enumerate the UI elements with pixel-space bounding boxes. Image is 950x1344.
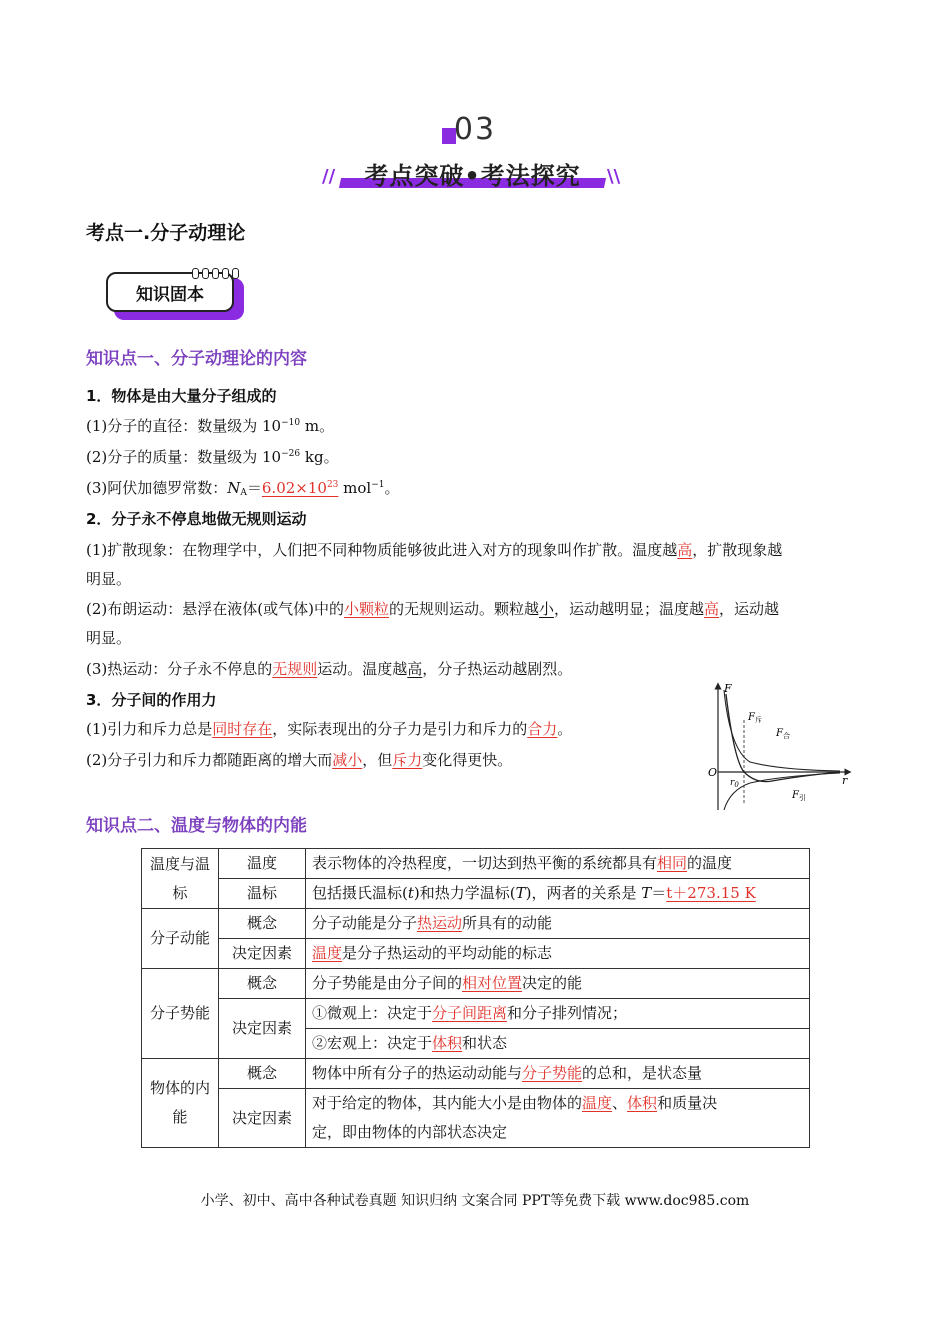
table-cell: 决定因素: [219, 939, 306, 969]
table-cell: 包括摄氏温标(t)和热力学温标(T)，两者的关系是 T＝t＋273.15 K: [306, 879, 810, 909]
table-cell: 决定因素: [219, 1089, 306, 1148]
kp2-title: 知识点二、温度与物体的内能: [86, 816, 307, 836]
table-cell: 物体的内能: [142, 1059, 219, 1148]
internal-energy-table: [141, 848, 810, 1148]
table-row: [142, 969, 810, 999]
attraction-curve: [724, 773, 840, 810]
kp1-line-thermal: (3)热运动：分子永不停息的无规则运动。温度越高，分子热运动越剧烈。: [86, 660, 573, 678]
kp1-line-avogadro: (3)阿伏加德罗常数：$N_A=6.02\times 10^{23}$ mol$^{-1}$。: [86, 479, 400, 498]
table-cell: 表示物体的冷热程度，一切达到热平衡的系统都具有相同的温度: [306, 849, 810, 879]
kp1-line-brownian: (2)布朗运动：悬浮在液体(或气体)中的小颗粒的无规则运动。颗粒越小，运动越明显；温度越高，运动越: [86, 600, 780, 618]
table-cell: 概念: [219, 909, 306, 939]
graph-origin-label: O: [708, 766, 718, 779]
table-cell: 温度: [219, 849, 306, 879]
kp1-line-diffusion: (1)扩散现象：在物理学中，人们把不同种物质能够彼此进入对方的现象叫作扩散。温度越高，扩散现象越: [86, 541, 783, 559]
graph-y-label: F: [724, 682, 732, 695]
table-cell: 分子动能是分子热运动所具有的动能: [306, 909, 810, 939]
badge-binder-rings-icon: [192, 268, 239, 279]
table-row: [142, 1059, 810, 1089]
table-cell: 温度与温标: [142, 849, 219, 909]
kp1-line-diffusion-cont: 明显。: [86, 570, 132, 588]
table-cell: 温标: [219, 879, 306, 909]
table-row: [142, 1089, 810, 1148]
molecular-force-graph: [700, 680, 860, 815]
table-cell: 概念: [219, 969, 306, 999]
graph-net-label: $F_合$: [776, 728, 790, 740]
kp1-line-brownian-cont: 明显。: [86, 629, 132, 647]
knowledge-badge: [106, 268, 246, 322]
graph-attraction-label: $F_引$: [792, 790, 806, 802]
header-left-slash: //: [322, 166, 336, 187]
kp1-line-diameter: (1)分子的直径：数量级为 $10^{-10}$ m。: [86, 417, 335, 435]
table-row: [142, 849, 810, 879]
graph-repulsion-label: $F_斥$: [748, 712, 762, 724]
header-title-box: [340, 156, 605, 190]
table-cell: 决定因素: [219, 999, 306, 1059]
header-title: 考点突破•考法探究: [364, 162, 581, 190]
kp1-line-force-1: (1)引力和斥力总是同时存在，实际表现出的分子力是引力和斥力的合力。: [86, 720, 573, 738]
table-row: [142, 909, 810, 939]
table-cell: 物体中所有分子的热运动动能与分子势能的总和，是状态量: [306, 1059, 810, 1089]
graph-x-label: r: [842, 774, 848, 787]
table-row: [142, 879, 810, 909]
kp1-title: 知识点一、分子动理论的内容: [86, 349, 307, 369]
kp1-heading-3: 3．分子间的作用力: [86, 691, 217, 709]
table-cell: 分子势能是由分子间的相对位置决定的能: [306, 969, 810, 999]
kp1-heading-1: 1．物体是由大量分子组成的: [86, 387, 277, 405]
table-row: [142, 999, 810, 1029]
table-cell: ①微观上：决定于分子间距离和分子排列情况；: [306, 999, 810, 1029]
badge-label: 知识固本: [136, 284, 204, 305]
table-cell: 分子势能: [142, 969, 219, 1059]
header-right-slash: \\: [607, 166, 621, 187]
section-title: 考点一.分子动理论: [86, 222, 246, 244]
chapter-number: 03: [453, 112, 497, 147]
table-cell: 对于给定的物体，其内能大小是由物体的温度、体积和质量决 定，即由物体的内部状态决定: [306, 1089, 810, 1148]
kp1-line-force-2: (2)分子引力和斥力都随距离的增大而减小，但斥力变化得更快。: [86, 751, 513, 769]
table-cell: ②宏观上：决定于体积和状态: [306, 1029, 810, 1059]
kp1-heading-2: 2．分子永不停息地做无规则运动: [86, 510, 307, 528]
table-cell: 概念: [219, 1059, 306, 1089]
graph-r0-label: $r_0$: [730, 778, 739, 789]
table-cell: 温度是分子热运动的平均动能的标志: [306, 939, 810, 969]
kp1-line-mass: (2)分子的质量：数量级为 $10^{-26}$ kg。: [86, 448, 339, 466]
page-footer: 小学、初中、高中各种试卷真题 知识归纳 文案合同 PPT等免费下载 www.doc985.com: [200, 1193, 750, 1209]
table-row: [142, 939, 810, 969]
table-cell: 分子动能: [142, 909, 219, 969]
